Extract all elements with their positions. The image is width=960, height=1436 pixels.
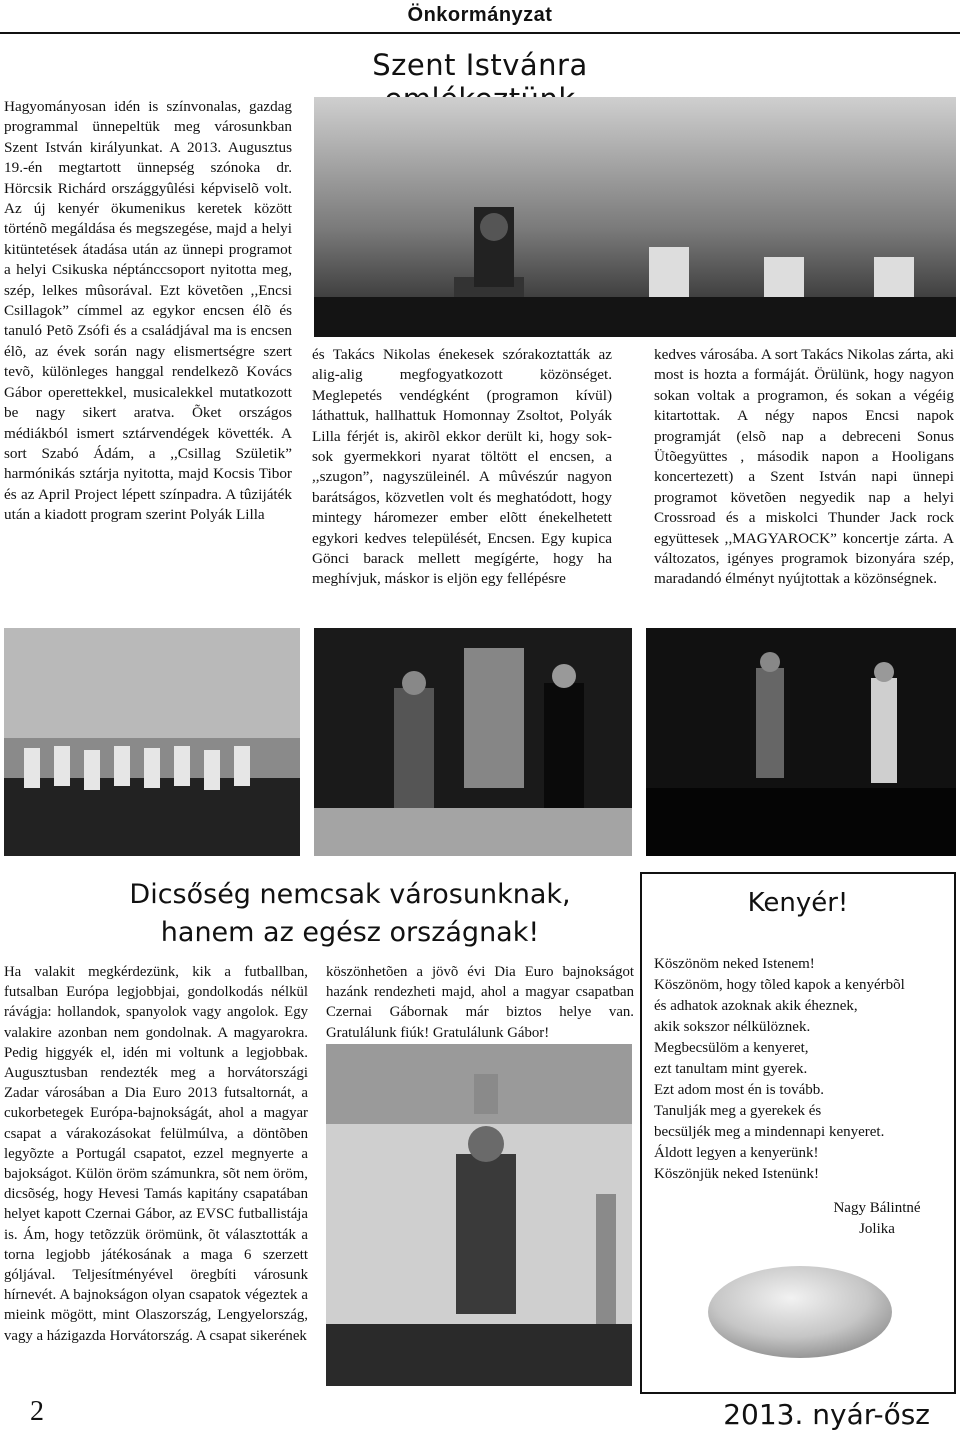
poem-line: Köszönöm neked Istenem! — [654, 956, 815, 972]
article2-title-line: hanem az egész országnak! — [160, 917, 540, 948]
speaker-photo — [314, 97, 956, 337]
poem-line: Köszönöm, hogy tõled kapok a kenyérbõl — [654, 977, 905, 993]
page-number: 2 — [30, 1396, 44, 1427]
poem-line: ezt tanultam mint gyerek. — [654, 1061, 808, 1077]
bread-photo — [700, 1254, 900, 1364]
poem-line: Ezt adom most én is tovább. — [654, 1082, 824, 1098]
article-text: kedves városába. A sort Takács Nikolas zárta, aki most is hozta a formáját. Örülünk, hogy nagyon sokan voltak a programon, és sokan a végéig kitartottak. A négy napos Encsi napok programját (elsõ nap a debreceni Sonus Ütõegyüttes , második napon a Hooligans koncertezett) a Szent István napi ünnepi programot követõen negyedik nap a helyi Crossroad és a miskolci Thunder Jack rock együttesek ,,MAGYAROCK” koncertje zárta. A változatos, igényes programok bizonyára szép, maradandó élményt nyújtottak a közönségnek. — [654, 346, 954, 588]
poem-line: akik sokszor nélkülöznek. — [654, 1019, 811, 1035]
poem-line: Megbecsülöm a kenyeret, — [654, 1040, 809, 1056]
article-column-3 — [654, 345, 954, 590]
article-column-1 — [4, 97, 292, 526]
header-rule — [0, 32, 960, 34]
trophy-photo-icon — [326, 1044, 632, 1386]
bread-icon — [700, 1254, 900, 1364]
article2-column-2 — [326, 962, 634, 1043]
article2-column-1 — [4, 962, 308, 1346]
article-title: Szent Istvánra — [372, 48, 588, 82]
poem-box — [640, 872, 956, 1394]
article-text: Ha valakit megkérdezünk, kik a futballban, futsalban Európa legjobbjai, gondolkodás nélkül rávágja: hollandok, spanyolok vagy angolok. Egy valakire azonban nem gondolnak. A magyarokra. Pedig higgyék el, idén mi voltunk a legjobbak. Augusztusban rendezték meg a horvátországi Zadar városában a Dia Euro 2013 futsaltornát, a cukorbetegek Európa-bajnokságát, ahol a magyar csapat a várakozásokat felülmúlva, a döntõben legyõzte a Portugál csapatot, ezzel megnyerte a bajokságot. Külön öröm számunkra, sõt nem öröm, dicsõség, hogy Hevesi Tamás kapitány csapatában helyet kapott Czernai Gábor, az EVSC futballistája is. Ám, hogy tetõzzük örömünk, õt választották a torna legjobb játékosának a maga 6 szerzett góljával. Teljesítményével öregbíti városunk hírnevét. A bajnokságon olyan csapatok végeztek a mieink mögött, mint Olaszország, Lengyelország, vagy a házigazda Horvátország. A csapat sikerének — [4, 964, 308, 1344]
singers-photo — [314, 628, 632, 856]
article2-title-line: Dicsőség nemcsak városunknak, — [129, 879, 571, 910]
author-name: Nagy Bálintné — [833, 1200, 921, 1216]
article-text: köszönhetõen a jövõ évi Dia Euro bajnokságot hazánk rendezheti majd, ahol a magyar csapatban Czernai Gábornak már biztos helye van. Gratulálunk fiúk! Gratulálunk Gábor! — [326, 964, 634, 1041]
poem-author — [802, 1198, 952, 1240]
dancers-photo-icon — [4, 628, 300, 856]
article-text: Hagyományosan idén is színvonalas, gazdag programmal ünnepeltük meg városunkban Szent István királyunkat. A 2013. Augusztus 19.-én megtartott ünnepség szónoka dr. Hörcsik Richárd országgyûlési képviselõ volt. Az új kenyér ökumenikus keretek között történõ megáldása és megszegése, majd a helyi kitüntetések átadása után az ünnepi programot a helyi Csikuska néptánccsoport nyitotta meg, szép, lelkes mûsorával. Ezt követõen ,,Encsi Csillagok” címmel az egykor encsen élõ és tanuló Petõ Zsófi és a családjával ma is encsen élõ, az évek során nagy elismertségre szert tevõ, különleges hanggal rendelkezõ Kovács Gábor operettekkel, musicalekkel mutatkozott be nagy sikert aratva. Õket országos médiákból ismert sztárvendégek követték. A sort Szabó Ádám, a ,,Csillag Születik” harmónikás sztárja nyitotta, majd Kocsis Tibor és az April Project lépett színpadra. A tûzijáték után a kiadott program szerint Polyák Lilla — [4, 98, 292, 524]
poem-line: és adhatok azoknak akik éheznek, — [654, 998, 858, 1014]
poem-title: Kenyér! — [747, 888, 849, 918]
poem-line: Tanulják meg a gyerekek és — [654, 1103, 822, 1119]
stage-photo-icon — [646, 628, 956, 856]
poem-text — [654, 954, 944, 1185]
poem-line: becsüljék meg a mindennapi kenyeret. — [654, 1124, 885, 1140]
article2-title — [80, 876, 620, 952]
dancers-photo — [4, 628, 300, 856]
stage-photo — [646, 628, 956, 856]
poem-line: Köszönjük neked Istenünk! — [654, 1166, 819, 1182]
section-label: Önkormányzat — [407, 4, 553, 26]
poem-line: Áldott legyen a kenyerünk! — [654, 1145, 819, 1161]
article-text: és Takács Nikolas énekesek szórakoztatták az alig-alig megfogyatkozott közönséget. Meglepetés vendégként (programon kívül) láthattuk, hallhattuk Homonnay Zsoltot, Polyák Lilla férjét is, akirõl ekkor derült ki, hogy sok-sok gyermekkori nyarat töltött el encsen, a ,,szugon”, nagyszüleinél. A mûvészúr nagyon barátságos, közvetlen volt és meghatódott, hogy mintegy háromezer ember elõtt énekelhetett egykori kedves települését, Encsen. Egy kupica Gönci barack mellett megígérte, hogy ha meghívjuk, máskor is eljön egy fellépésre — [312, 346, 612, 588]
issue-label: 2013. nyár-ősz — [723, 1398, 930, 1431]
trophy-photo — [326, 1044, 632, 1386]
speaker-photo-icon — [314, 97, 956, 337]
article-column-2 — [312, 345, 612, 590]
singers-photo-icon — [314, 628, 632, 856]
author-name: Jolika — [859, 1221, 895, 1237]
